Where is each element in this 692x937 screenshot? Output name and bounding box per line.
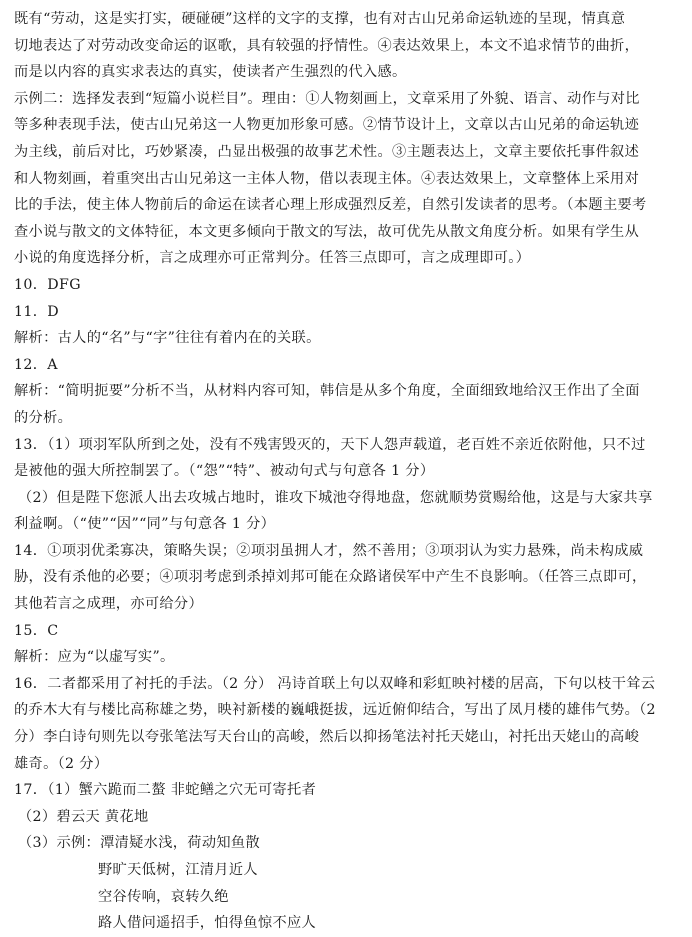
text-line: 野旷天低树，江清月近人 — [98, 862, 258, 878]
text-line: （2）碧云天 黄花地 — [18, 808, 149, 825]
text-line: 10．DFG — [14, 276, 81, 293]
text-line: 分）李白诗句则先以夸张笔法写天台山的高峻，然后以抑扬笔法衬托天姥山，衬托出天姥山的高峻 — [14, 729, 640, 746]
text-line: 的乔木大有与楼比高称雄之势，映衬新楼的巍峨挺拔，远近俯仰结合，写出了凤月楼的雄伟气势。（2 — [14, 702, 656, 719]
text-line: 解析：应为“以虚写实”。 — [14, 649, 175, 666]
text-line: 空谷传响，哀转久绝 — [98, 888, 229, 905]
text-line: 既有“劳动，这是实打实，硬碰硬”这样的文字的支撑，也有对古山兄弟命运轨迹的呈现，情真意 — [14, 11, 626, 27]
text-line: 为主线，前后对比，巧妙紧凑，凸显出极强的故事艺术性。③主题表达上，文章主要依托事件叙述 — [14, 143, 640, 160]
text-line: 比的手法，使主体人物前后的命运在读者心理上形成强烈反差，自然引发读者的思考。（本题主要考 — [14, 197, 647, 214]
text-line: 12．A — [14, 356, 58, 373]
text-line: 切地表达了对劳动改变命运的讴歌，具有较强的抒情性。④表达效果上，本文不追求情节的曲折， — [14, 37, 640, 54]
text-line: 16．二者都采用了衬托的手法。（2 分） 冯诗首联上句以双峰和彩虹映衬楼的居高，下句以枝干耸云 — [14, 675, 656, 692]
text-line: 11．D — [14, 303, 60, 320]
text-line: （3）示例：潭清疑水浅，荷动知鱼散 — [18, 835, 260, 852]
text-line: 解析：“简明扼要”分析不当，从材料内容可知，韩信是从多个角度，全面细致地给汉王作出了全面 — [14, 383, 640, 400]
text-line: 示例二：选择发表到“短篇小说栏目”。理由：①人物刻画上，文章采用了外貌、语言、动作与对比 — [14, 90, 640, 107]
text-line: 利益啊。（“使”“因”“同”与句意各 1 分） — [14, 516, 276, 533]
text-line: 胁，没有杀他的必要；④项羽考虑到杀掉刘邦可能在众路诸侯军中产生不良影响。（任答三点即可， — [14, 569, 647, 586]
text-line: 小说的角度选择分析，言之成理亦可正常判分。任答三点即可，言之成理即可。） — [14, 250, 531, 267]
text-line: 其他若言之成理，亦可给分） — [14, 596, 203, 613]
text-line: 雄奇。（2 分） — [14, 755, 109, 772]
text-line: （2）但是陛下您派人出去攻城占地时，谁攻下城池夺得地盘，您就顺势赏赐给他，这是与大家共享 — [18, 489, 653, 506]
text-line: 是被他的强大所控制罢了。（“怨”“特”、被动句式与句意各 1 分） — [14, 463, 435, 480]
text-line: 14．①项羽优柔寡决，策略失误；②项羽虽拥人才，然不善用；③项羽认为实力悬殊，尚未构成威 — [14, 542, 644, 559]
text-line: 和人物刻画，着重突出古山兄弟这一主体人物，借以表现主体。④表达效果上，文章整体上采用对 — [14, 170, 640, 187]
text-line: 路人借问遥招手，怕得鱼惊不应人 — [98, 915, 317, 932]
text-line: 等多种表现手法，使古山兄弟这一人物更加形象可感。②情节设计上，文章以古山兄弟的命运轨迹 — [14, 117, 640, 134]
text-line: 17．（1）蟹六跪而二螯 非蛇鳝之穴无可寄托者 — [14, 782, 317, 799]
text-line: 13．（1）项羽军队所到之处，没有不残害毁灭的，天下人怨声载道，老百姓不亲近依附他，只不过 — [14, 436, 646, 453]
text-line: 查小说与散文的文体特征，本文更多倾向于散文的写法，故可优先从散文角度分析。如果有学生从 — [14, 223, 640, 240]
text-line: 的分析。 — [14, 409, 73, 426]
text-line: 而是以内容的真实求表达的真实，使读者产生强烈的代入感。 — [14, 64, 407, 81]
text-line: 15．C — [14, 622, 59, 639]
text-line: 解析：古人的“名”与“字”往往有着内在的关联。 — [14, 330, 321, 347]
document-page — [14, 6, 682, 937]
